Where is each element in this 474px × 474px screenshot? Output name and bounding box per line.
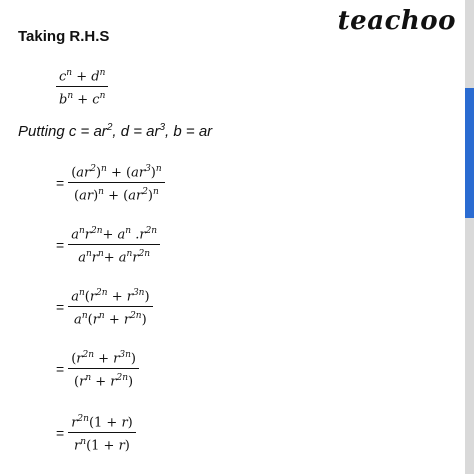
fraction xyxy=(68,410,136,456)
expr-step-4 xyxy=(56,346,139,392)
fraction xyxy=(68,160,164,206)
fraction xyxy=(68,346,139,392)
expr-step-5 xyxy=(56,410,136,456)
numerator: $a^n(r^{2n} + r^{3n})$ xyxy=(68,284,152,307)
denominator: $(r^n + r^{2n})$ xyxy=(74,373,134,390)
numerator: $r^{2n}(1 + r)$ xyxy=(68,410,136,433)
equals-sign: = xyxy=(56,174,65,191)
fraction xyxy=(68,284,152,330)
right-scroll-bar xyxy=(465,0,474,474)
putting-substitution: Putting $c = ar^2$, $d = ar^3$, b = ar xyxy=(18,122,213,140)
equals-sign: = xyxy=(56,298,65,315)
numerator: $c^n + d^n$ xyxy=(56,64,108,87)
denominator: $r^n(1 + r)$ xyxy=(74,437,130,454)
fraction xyxy=(56,64,108,110)
fraction xyxy=(68,222,160,268)
denominator: $a^nr^n+ a^nr^{2n}$ xyxy=(78,249,151,266)
numerator: $(ar^2)^n + (ar^3)^n$ xyxy=(68,160,164,183)
equals-sign: = xyxy=(56,360,65,377)
expr-step-2 xyxy=(56,222,160,268)
denominator: $(ar)^n + (ar^2)^n$ xyxy=(74,187,159,204)
equals-sign: = xyxy=(56,424,65,441)
denominator: $a^n(r^n + r^{2n})$ xyxy=(74,311,147,328)
expr-rhs xyxy=(56,64,108,110)
right-scroll-thumb xyxy=(465,88,474,218)
equals-sign: = xyxy=(56,236,65,253)
heading-taking-rhs: Taking R.H.S xyxy=(18,28,110,45)
teachoo-logo: teachoo xyxy=(337,6,456,36)
expr-step-3 xyxy=(56,284,153,330)
numerator: $(r^{2n} + r^{3n})$ xyxy=(68,346,139,369)
denominator: $b^n + c^n$ xyxy=(59,91,106,108)
numerator: $a^nr^{2n}+ a^n$ $.r^{2n}$ xyxy=(68,222,160,245)
expr-step-1 xyxy=(56,160,165,206)
